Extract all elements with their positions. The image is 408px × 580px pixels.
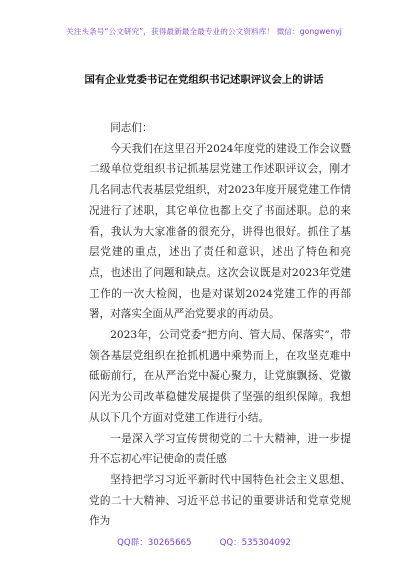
footer-contact-banner xyxy=(0,536,408,548)
header-promo-banner: 关注头条号“公文研究”，获得最新最全最专业的公文资料库！ 微信：gongwenyj xyxy=(66,27,342,36)
paragraph-summary: 2023年，公司党委“把方向、管大局、保落实”，带领各基层党组织在抢抓机遇中乘势而上，在攻坚克难中砥砺前行，在从严治党中凝心聚力，让党旗飘扬、党徽闪光为公司改革稳健发展提供了坚强的组织保障。我想从以下几个方面对党建工作进行小结。 xyxy=(89,329,351,424)
document-body xyxy=(89,118,351,532)
qq-group-text: QQ群：30265665 xyxy=(117,538,192,548)
salutation: 同志们： xyxy=(110,122,153,134)
paragraph-study: 坚持把学习习近平新时代中国特色社会主义思想、党的二十大精神、习近平总书记的重要讲话和党章党规作为 xyxy=(89,473,351,528)
paragraph-opening: 今天我们在这里召开2024年度党的建设工作会议暨二级单位党组织书记抓基层党建工作述职评议会，刚才几名同志代表基层党组织，对2023年度开展党建工作情况进行了述职，其它单位也都上交了书面述职。总的来看，我认为大家准备的很充分，讲得也很好。抓住了基层党建的重点，述出了责任和意识，述出了特色和亮点，也述出了问题和缺点。这次会议既是对2023年党建工作的一次大检阅，也是对谋划2024党建工作的再部署，对落实全面从严治党要求的再动员。 xyxy=(89,142,351,321)
paragraph-section-heading: 一是深入学习宣传贯彻党的二十大精神，进一步提升不忘初心牢记使命的责任感 xyxy=(89,432,351,466)
qq-number-text: QQ：535304092 xyxy=(219,538,291,548)
document-title: 国有企业党委书记在党组织书记述职评议会上的讲话 xyxy=(84,74,324,86)
